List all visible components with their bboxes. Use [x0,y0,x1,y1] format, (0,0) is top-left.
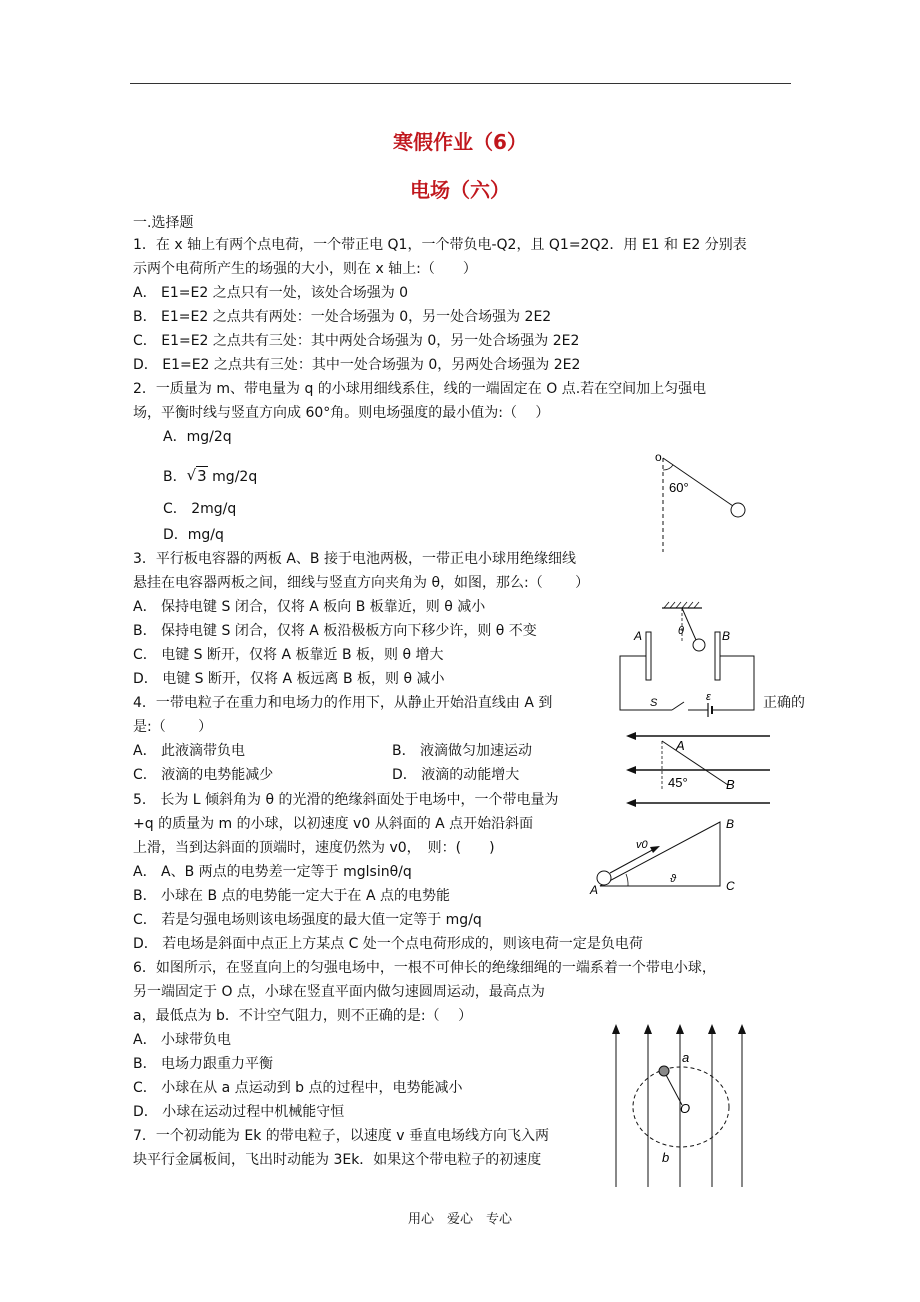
q4-option-a: A． 此液滴带负电 [133,743,246,759]
label-s: S [650,697,658,709]
field-lines [634,736,770,803]
q3-option-d: D． 电键 S 断开，仅将 A 板远离 B 板，则 θ 减小 [133,671,445,687]
q6-stem-2: 另一端固定于 O 点，小球在竖直平面内做匀速圆周运动，最高点为 [133,984,545,1000]
q1-option-b: B． E1=E2 之点共有两处：一处合场强为 0，另一处合场强为 2E2 [133,309,552,325]
page-subtitle: 电场（六） [410,178,510,202]
q2-option-b [163,466,257,486]
q5-option-b: B． 小球在 B 点的电势能一定大于在 A 点的电势能 [133,888,451,904]
q1-stem-2: 示两个电荷所产生的场强的大小，则在 x 轴上:（ ） [133,261,477,277]
q1-stem-1: 1．在 x 轴上有两个点电荷，一个带正电 Q1，一个带负电-Q2，且 Q1=2Q2．用 E1 和 E2 分别表 [133,237,747,253]
q4-option-d: D． 液滴的动能增大 [392,767,520,783]
vertical-field-lines [616,1033,742,1187]
q3-stem-1: 3．平行板电容器的两板 A、B 接于电池两极，一带正电小球用绝缘细线 [133,551,576,567]
angle-label: 60° [669,480,689,495]
label-b: B [722,629,731,643]
q2-option-b-radicand: 3 [197,467,207,485]
page-footer: 用心 爱心 专心 [407,1212,512,1227]
label-v0: v0 [636,839,648,851]
q7-stem-1: 7．一个初动能为 Ek 的带电粒子，以速度 v 垂直电场线方向飞入两 [133,1128,549,1144]
q2-option-d: D．mg/q [163,527,224,543]
q2-option-c: C． 2mg/q [163,501,237,517]
q3-option-c: C． 电键 S 断开，仅将 A 板靠近 B 板，则 θ 增大 [133,647,444,663]
angle-label: 45° [668,775,688,790]
q3-stem-2: 悬挂在电容器两板之间，细线与竖直方向夹角为 θ，如图，那么:（ ） [133,575,590,591]
q1-option-a: A． E1=E2 之点只有一处，该处合场强为 0 [133,285,409,301]
angle-arc [663,465,673,470]
incline-figure [586,812,746,898]
field-arrowheads [626,732,636,807]
velocity-arrowhead [650,846,660,853]
q5-option-d: D． 若电场是斜面中点正上方某点 C 处一个点电荷形成的，则该电荷一定是负电荷 [133,936,643,952]
q2-option-b-text: mg/2q [207,469,258,485]
q2-stem-2: 场，平衡时线与竖直方向成 60°角。则电场强度的最小值为:（ ） [133,405,550,421]
q5-stem-2: +q 的质量为 m 的小球，以初速度 v0 从斜面的 A 点开始沿斜面 [133,816,534,832]
velocity-arrow [610,848,656,873]
section-heading: 一.选择题 [133,215,194,231]
q5-stem-3: 上滑，当到达斜面的顶端时，速度仍然为 v0， 则：( ) [133,840,495,856]
q5-option-a: A． A、B 两点的电势差一定等于 mglsinθ/q [133,864,412,880]
q6-option-d: D． 小球在运动过程中机械能守恒 [133,1104,345,1120]
label-b: B [726,777,735,792]
field-arrowheads [612,1024,746,1034]
q6-option-b: B． 电场力跟重力平衡 [133,1056,274,1072]
switch-s [672,702,684,710]
q4-option-b: B． 液滴做匀加速运动 [392,743,533,759]
pivot-label-o: o [655,450,662,464]
plate-b [715,632,720,680]
field-lines-figure [622,727,772,811]
charged-ball [693,639,705,651]
q4-stem-1a: 4．一带电粒子在重力和电场力的作用下，从静止开始沿直线由 A 到 [133,695,553,711]
q5-stem-1: 5． 长为 L 倾斜角为 θ 的光滑的绝缘斜面处于电场中，一个带电量为 [133,792,559,808]
label-emf: ε [706,691,711,703]
q6-option-a: A． 小球带负电 [133,1032,232,1048]
q3-option-a: A． 保持电键 S 闭合，仅将 A 板向 B 板靠近，则 θ 减小 [133,599,486,615]
header-rule [130,83,791,84]
label-c: C [726,879,735,893]
q7-stem-2: 块平行金属板间，飞出时动能为 3Ek．如果这个带电粒子的初速度 [133,1152,542,1168]
label-b: b [662,1150,670,1165]
ceiling-hatch [664,602,699,608]
angle-arc [626,874,628,886]
label-a: a [682,1050,690,1065]
sqrt-symbol: √ [186,466,197,484]
plate-a [646,632,651,680]
ball [659,1066,669,1076]
page-title: 寒假作业（6） [393,130,527,154]
q6-option-c: C． 小球在从 a 点运动到 b 点的过程中，电势能减小 [133,1080,463,1096]
q3-option-b: B． 保持电键 S 闭合，仅将 A 板沿极板方向下移少许，则 θ 不变 [133,623,537,639]
label-theta: ϑ [670,873,677,885]
q1-option-d: D． E1=E2 之点共有三处：其中一处合场强为 0，另两处合场强为 2E2 [133,357,581,373]
q1-option-c: C． E1=E2 之点共有三处：其中两处合场强为 0，另一处合场强为 2E2 [133,333,580,349]
label-b: B [726,817,735,831]
label-a: A [590,883,599,897]
incline-triangle [600,822,720,886]
q2-option-b-label: B． [163,469,187,485]
label-a: A [634,629,643,643]
thread [682,608,696,640]
label-a: A [676,738,685,753]
q2-option-a: A．mg/2q [163,429,232,445]
label-theta: θ [678,625,684,637]
q4-stem-1b: 正确的 [763,695,805,711]
ball [597,871,611,885]
q6-stem-1: 6．如图所示，在竖直向上的匀强电场中，一根不可伸长的绝缘细绳的一端系着一个带电小球， [133,960,716,976]
label-o: O [680,1101,691,1116]
q5-option-c: C． 若是匀强电场则该电场强度的最大值一定等于 mg/q [133,912,482,928]
q4-stem-2: 是:（ ） [133,719,213,735]
pendulum-figure [645,448,755,554]
capacitor-figure [612,598,764,720]
q6-stem-3: a，最低点为 b．不计空气阻力，则不正确的是:（ ） [133,1008,473,1024]
q4-option-c: C． 液滴的电势能减少 [133,767,274,783]
q2-stem-1: 2．一质量为 m、带电量为 q 的小球用细线系住，线的一端固定在 O 点.若在空间加上匀强电 [133,381,707,397]
pendulum-ball [731,503,745,517]
circular-motion-figure [606,1021,748,1189]
